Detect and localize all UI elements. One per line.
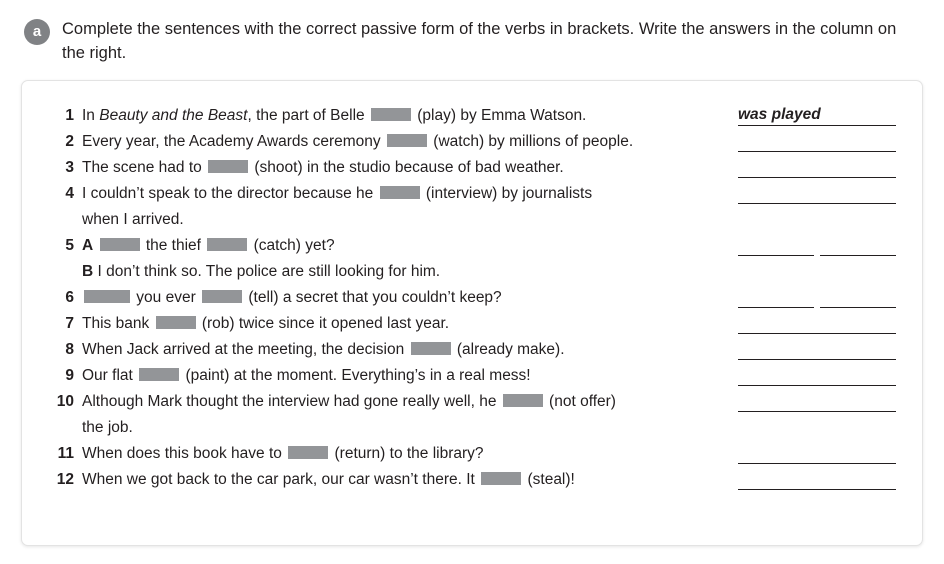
answer-line bbox=[738, 125, 896, 126]
answer-line bbox=[738, 411, 896, 412]
answer-field bbox=[738, 415, 896, 441]
answer-line bbox=[738, 151, 896, 152]
sentence-text: the job. bbox=[82, 418, 133, 436]
sentence-text: The scene had to (shoot) in the studio because of bad weather. bbox=[82, 158, 564, 176]
sentence-number: 4 bbox=[65, 184, 74, 202]
blank-gap[interactable] bbox=[202, 290, 242, 303]
blank-gap[interactable] bbox=[481, 472, 521, 485]
sentence-row bbox=[48, 415, 896, 441]
sentence-row bbox=[48, 129, 896, 155]
blank-gap[interactable] bbox=[156, 316, 196, 329]
sentence-text: B I don’t think so. The police are still looking for him. bbox=[82, 262, 441, 280]
exercise-card bbox=[21, 80, 923, 546]
answer-field[interactable] bbox=[738, 311, 896, 337]
answer-field[interactable] bbox=[738, 233, 896, 259]
sentence-row bbox=[48, 155, 896, 181]
speaker-label: B bbox=[82, 262, 94, 280]
answer-field[interactable] bbox=[738, 103, 896, 129]
sentence-number: 3 bbox=[65, 158, 74, 176]
answer-line bbox=[738, 307, 814, 308]
sentence-number: 11 bbox=[57, 444, 74, 462]
sentence-text: In Beauty and the Beast, the part of Belle (play) by Emma Watson. bbox=[82, 106, 587, 124]
sentence-text: A the thief (catch) yet? bbox=[82, 236, 335, 254]
sentence-text: When does this book have to (return) to the library? bbox=[82, 444, 484, 462]
answer-line bbox=[738, 255, 814, 256]
sentence-row bbox=[48, 259, 896, 285]
answer-line bbox=[820, 255, 896, 256]
instruction-text: Complete the sentences with the correct passive form of the verbs in brackets. Write the answers in the column on the right. bbox=[62, 20, 897, 62]
sentence-number: 12 bbox=[56, 470, 74, 488]
answer-line bbox=[820, 307, 896, 308]
answer-field[interactable] bbox=[738, 181, 896, 207]
sentence-list bbox=[48, 103, 896, 493]
sentence-text: when I arrived. bbox=[82, 210, 184, 228]
blank-gap[interactable] bbox=[288, 446, 328, 459]
answer-line bbox=[738, 333, 896, 334]
sentence-row bbox=[48, 363, 896, 389]
answer-line bbox=[738, 359, 896, 360]
title-italic: Beauty and the Beast bbox=[99, 106, 248, 124]
blank-gap[interactable] bbox=[207, 238, 247, 251]
answer-field[interactable] bbox=[738, 129, 896, 155]
sentence-text: When we got back to the car park, our car wasn’t there. It (steal)! bbox=[82, 470, 575, 488]
sentence-row bbox=[48, 441, 896, 467]
sentence-row bbox=[48, 337, 896, 363]
blank-gap[interactable] bbox=[100, 238, 140, 251]
answer-value: was played bbox=[738, 105, 821, 123]
blank-gap[interactable] bbox=[411, 342, 451, 355]
sentence-text: Although Mark thought the interview had gone really well, he (not offer) bbox=[82, 392, 616, 410]
sentence-row bbox=[48, 311, 896, 337]
instruction-block bbox=[18, 14, 926, 66]
answer-field[interactable] bbox=[738, 337, 896, 363]
sentence-number: 10 bbox=[56, 392, 74, 410]
sentence-text: Our flat (paint) at the moment. Everything’s in a real mess! bbox=[82, 366, 531, 384]
sentence-text: This bank (rob) twice since it opened last year. bbox=[82, 314, 450, 332]
sentence-row bbox=[48, 103, 896, 129]
answer-field[interactable] bbox=[738, 155, 896, 181]
answer-line bbox=[738, 177, 896, 178]
answer-field[interactable] bbox=[738, 467, 896, 493]
sentence-number: 5 bbox=[65, 236, 74, 254]
sentence-row bbox=[48, 207, 896, 233]
sentence-number: 1 bbox=[65, 106, 74, 124]
answer-field[interactable] bbox=[738, 285, 896, 311]
blank-gap[interactable] bbox=[208, 160, 248, 173]
sentence-text: When Jack arrived at the meeting, the decision (already make). bbox=[82, 340, 565, 358]
answer-line bbox=[738, 489, 896, 490]
answer-field[interactable] bbox=[738, 389, 896, 415]
blank-gap[interactable] bbox=[371, 108, 411, 121]
answer-field bbox=[738, 259, 896, 285]
sentence-number: 9 bbox=[65, 366, 74, 384]
sentence-row bbox=[48, 285, 896, 311]
blank-gap[interactable] bbox=[84, 290, 130, 303]
blank-gap[interactable] bbox=[503, 394, 543, 407]
answer-line bbox=[738, 203, 896, 204]
sentence-number: 7 bbox=[65, 314, 74, 332]
sentence-row bbox=[48, 467, 896, 493]
task-letter-badge: a bbox=[24, 19, 50, 45]
sentence-row bbox=[48, 181, 896, 207]
answer-field bbox=[738, 207, 896, 233]
sentence-text: you ever (tell) a secret that you couldn’t keep? bbox=[82, 285, 738, 311]
sentence-number: 8 bbox=[65, 340, 74, 358]
speaker-label: A bbox=[82, 236, 94, 254]
sentence-number: 6 bbox=[65, 288, 74, 306]
answer-field[interactable] bbox=[738, 363, 896, 389]
sentence-row bbox=[48, 233, 896, 259]
sentence-number: 2 bbox=[65, 132, 74, 150]
sentence-text: Every year, the Academy Awards ceremony (watch) by millions of people. bbox=[82, 132, 634, 150]
blank-gap[interactable] bbox=[380, 186, 420, 199]
blank-gap[interactable] bbox=[139, 368, 179, 381]
answer-field[interactable] bbox=[738, 441, 896, 467]
sentence-row bbox=[48, 389, 896, 415]
answer-line bbox=[738, 385, 896, 386]
sentence-text: I couldn’t speak to the director because he (interview) by journalists bbox=[82, 184, 593, 202]
blank-gap[interactable] bbox=[387, 134, 427, 147]
answer-line bbox=[738, 463, 896, 464]
